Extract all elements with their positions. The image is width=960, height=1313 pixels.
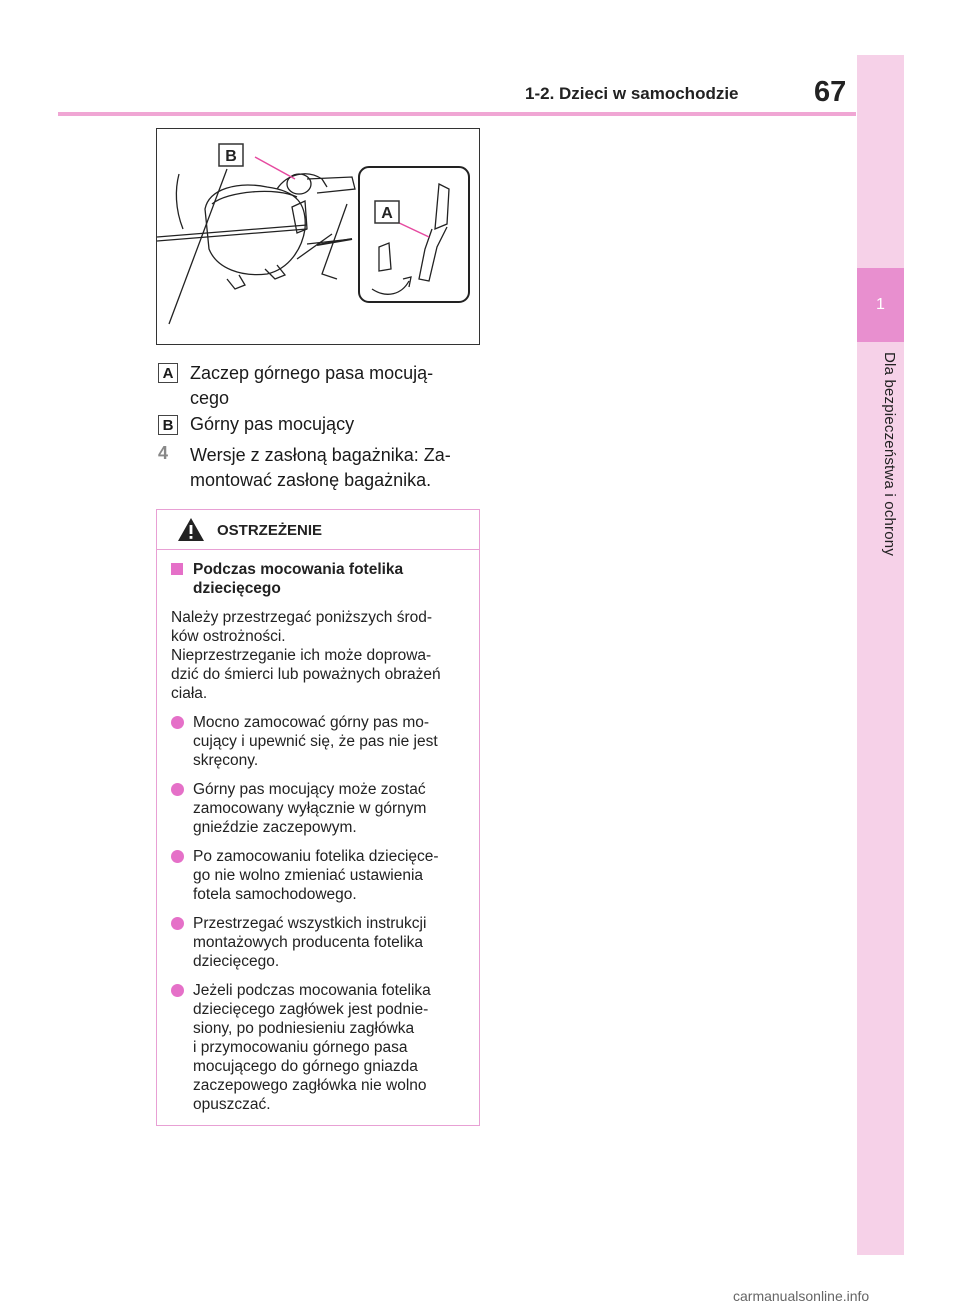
warning-title: OSTRZEŻENIE xyxy=(217,522,323,539)
page-number: 67 xyxy=(814,76,847,108)
warning-triangle-icon xyxy=(177,517,205,542)
side-tab xyxy=(857,55,904,1255)
dot-bullet-icon xyxy=(171,984,184,997)
watermark: carmanualsonline.info xyxy=(733,1288,870,1304)
header-divider xyxy=(58,112,856,116)
warning-bullet xyxy=(171,780,471,837)
caption-a-text: Zaczep górnego pasa mocują- cego xyxy=(190,363,434,408)
dot-bullet-icon xyxy=(171,917,184,930)
caption-b-text: Górny pas mocujący xyxy=(190,414,355,434)
warning-bullet-text: Górny pas mocujący może zostać zamocowany wyłącznie w górnym gnieździe zaczepowym. xyxy=(193,781,427,836)
warning-bullet-text: Mocno zamocować górny pas mo- cujący i upewnić się, że pas nie jest skręcony. xyxy=(193,714,438,769)
warning-header xyxy=(157,510,479,550)
warning-subtitle-text: Podczas mocowania fotelika dziecięcego xyxy=(193,561,404,597)
dot-bullet-icon xyxy=(171,850,184,863)
square-bullet-icon xyxy=(171,563,183,575)
child-seat-tether-illustration xyxy=(157,129,479,344)
warning-bullet-text: Po zamocowaniu fotelika dziecięce- go nie wolno zmieniać ustawienia fotela samochodowego. xyxy=(193,848,439,903)
figure-label-b: B xyxy=(225,148,237,165)
side-tab-chapter-number: 1 xyxy=(857,268,904,342)
warning-box xyxy=(156,509,480,1126)
warning-subtitle xyxy=(171,560,471,598)
warning-bullet-text: Jeżeli podczas mocowania fotelika dziecięcego zagłówek jest podnie- siony, po podniesieniu zagłówka i przymocowaniu górnego pasa mocującego do górnego gniazda zaczepowego zagłówka nie wolno opuszczać. xyxy=(193,982,431,1113)
dot-bullet-icon xyxy=(171,783,184,796)
warning-intro: Należy przestrzegać poniższych środ- ków ostrożności. Nieprzestrzeganie ich może doprowa- dzić do śmierci lub poważnych obrażeń ciała. xyxy=(171,609,441,702)
step-text: Wersje z zasłoną bagażnika: Za- montować zasłonę bagażnika. xyxy=(190,445,451,490)
dot-bullet-icon xyxy=(171,716,184,729)
section-title: 1-2. Dzieci w samochodzie xyxy=(525,84,739,103)
figure-label-a: A xyxy=(381,205,393,222)
warning-bullet-text: Przestrzegać wszystkich instrukcji montażowych producenta fotelika dziecięcego. xyxy=(193,915,427,970)
warning-bullet xyxy=(171,847,471,904)
caption-a-label: A xyxy=(158,363,178,383)
warning-bullet xyxy=(171,914,471,971)
figure-illustration xyxy=(156,128,480,345)
warning-body xyxy=(171,560,471,1124)
side-tab-chapter-title: Dla bezpieczeństwa i ochrony xyxy=(881,352,898,557)
warning-bullet xyxy=(171,713,471,770)
warning-bullet xyxy=(171,981,471,1114)
step-number: 4 xyxy=(158,443,169,463)
caption-b-label: B xyxy=(158,415,178,435)
